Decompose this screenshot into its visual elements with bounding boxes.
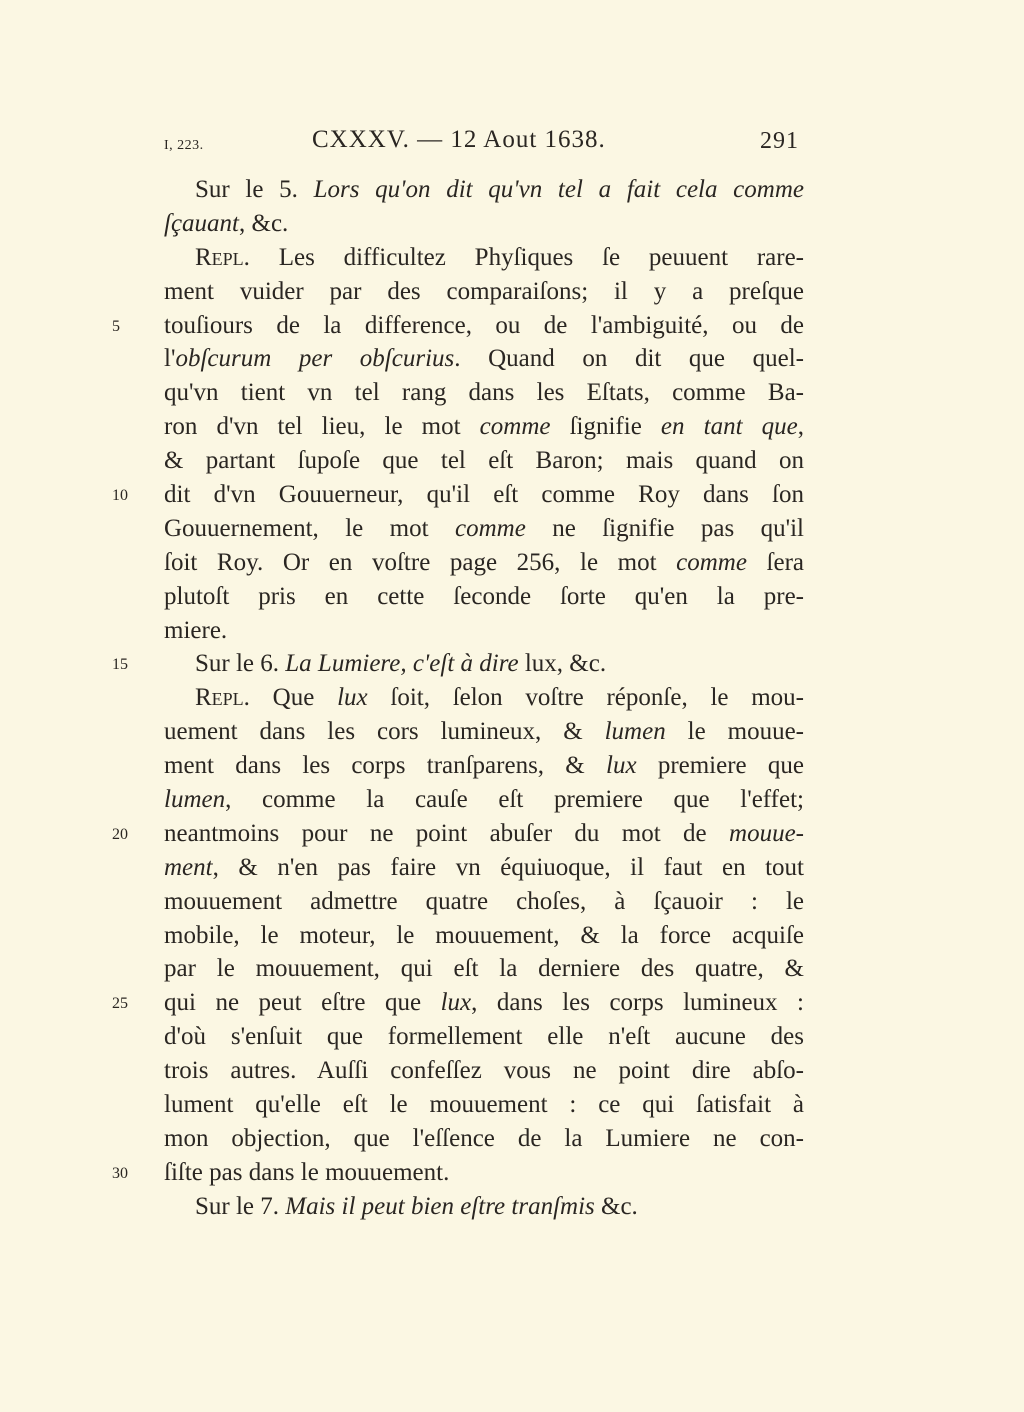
- text-line: lument qu'elle eſt le mouuement : ce qui ſatisfait à: [164, 1091, 804, 1119]
- running-header: [0, 124, 1024, 164]
- text-line: mouuement admettre quatre choſes, à ſçauoir : le: [164, 887, 804, 915]
- text-line: mobile, le moteur, le mouuement, & la force acquiſe: [164, 921, 804, 949]
- line-number: 15: [112, 656, 128, 674]
- text-line: ment vuider par des comparaiſons; il y a preſque: [164, 277, 804, 305]
- text-line: ſoit Roy. Or en voſtre page 256, le mot comme ſera: [164, 548, 804, 576]
- text-line: uement dans les cors lumineux, & lumen le mouue-: [164, 718, 804, 746]
- letter-heading: CXXXV. — 12 Aout 1638.: [312, 126, 606, 153]
- text-line: miere.: [164, 616, 228, 644]
- text-line: Sur le 7. Mais il peut bien eſtre tranſmis &c.: [195, 1192, 638, 1220]
- body-text: [112, 173, 804, 1224]
- volume-reference: I, 223.: [164, 138, 204, 153]
- text-line: 30 ſiſte pas dans le mouuement.: [164, 1156, 804, 1190]
- text-line: ment, & n'en pas faire vn équiuoque, il faut en tout: [164, 853, 804, 881]
- text-line: qu'vn tient vn tel rang dans les Eſtats, comme Ba-: [164, 379, 804, 407]
- text-line: ron d'vn tel lieu, le mot comme ſignifie en tant que,: [164, 413, 804, 441]
- line-number: 5: [112, 317, 120, 335]
- text-line: par le mouuement, qui eſt la derniere des quatre, &: [164, 955, 804, 983]
- text-line: 15 Sur le 6. La Lumiere, c'eſt à dire lux, &c.: [164, 647, 804, 681]
- text-line: Gouuernement, le mot comme ne ſignifie pas qu'il: [164, 514, 804, 542]
- line-number: 10: [112, 487, 128, 505]
- text-line: plutoſt pris en cette ſeconde ſorte qu'en la pre-: [164, 582, 804, 610]
- text-line: l'obſcurum per obſcurius. Quand on dit que quel-: [164, 345, 804, 373]
- text-line: ment dans les corps tranſparens, & lux premiere que: [164, 752, 804, 780]
- text-line: d'où s'enſuit que formellement elle n'eſt aucune des: [164, 1023, 804, 1051]
- page-number: 291: [760, 128, 799, 154]
- text-line: Sur le 5. Lors qu'on dit qu'vn tel a fait cela comme: [195, 176, 804, 203]
- text-line: Repl. Les difficultez Phyſiques ſe peuuent rare-: [195, 243, 804, 271]
- text-line: 5 touſiours de la difference, ou de l'ambiguité, ou de: [164, 309, 804, 343]
- line-number: 25: [112, 995, 128, 1013]
- line-number: 20: [112, 825, 128, 843]
- text-line: 10 dit d'vn Gouuerneur, qu'il eſt comme Roy dans ſon: [164, 478, 804, 512]
- text-line: ſçauant, &c.: [164, 209, 289, 237]
- text-line: 25 qui ne peut eſtre que lux, dans les corps lumineux :: [164, 986, 804, 1020]
- line-number: 30: [112, 1164, 128, 1182]
- text-line: & partant ſupoſe que tel eſt Baron; mais quand on: [164, 447, 804, 475]
- text-line: mon objection, que l'eſſence de la Lumiere ne con-: [164, 1124, 804, 1152]
- text-line: lumen, comme la cauſe eſt premiere que l'effet;: [164, 786, 804, 814]
- text-line: trois autres. Auſſi confeſſez vous ne point dire abſo-: [164, 1057, 804, 1085]
- text-line: 20 neantmoins pour ne point abuſer du mot de mouue-: [164, 817, 804, 851]
- text-line: Repl. Que lux ſoit, ſelon voſtre réponſe, le mou-: [195, 684, 804, 712]
